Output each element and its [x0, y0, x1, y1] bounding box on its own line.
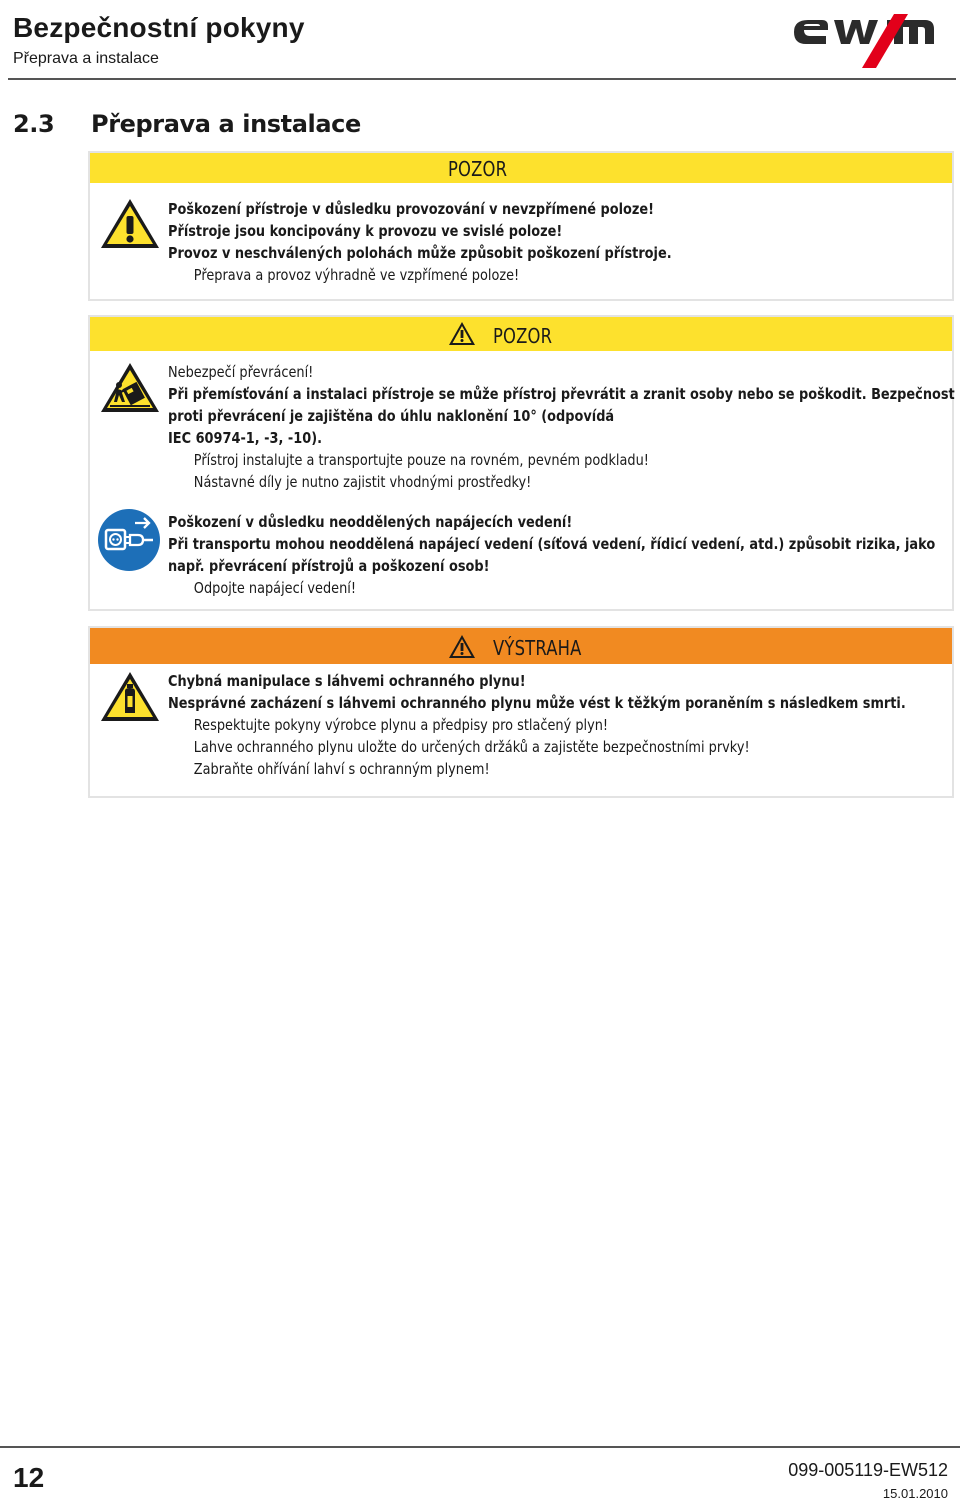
box1-line-4: Přeprava a provoz výhradně ve vzpřímené poloze! [193, 266, 520, 284]
box3-line-3: Respektujte pokyny výrobce plynu a předpisy pro stlačený plyn! [193, 716, 609, 734]
box2-line-2: Při přemísťování a instalaci přístroje se může přístroj převrátit a zranit osoby nebo se poškodit. Bezpečnost [168, 385, 955, 403]
disconnect-mains-plug-icon [97, 508, 161, 572]
page-number: 12 [13, 1462, 45, 1493]
warning-heading: VÝSTRAHA [493, 636, 582, 660]
warning-exclamation-icon [98, 196, 162, 252]
caution-heading-bar-2 [90, 317, 952, 351]
box2-sub-line-2: Při transportu mohou neoddělená napájecí vedení (síťová vedení, řídicí vedení, atd.) způsobit rizika, jako [168, 535, 936, 553]
box3-line-4: Lahve ochranného plynu uložte do určených držáků a zajistěte bezpečnostními prvky! [193, 738, 750, 756]
document-date: 15.01.2010 [882, 1486, 948, 1501]
box1-line-1: Poškození přístroje v důsledku provozování v nevzpřímené poloze! [168, 200, 655, 218]
box2-subtext [168, 511, 936, 599]
footer-divider [0, 1446, 960, 1448]
box3-line-2: Nesprávné zacházení s láhvemi ochranného plynu může vést k těžkým poraněním s následkem smrti. [168, 694, 906, 712]
section-number: 2.3 [13, 110, 55, 138]
section-title: Přeprava a instalace [91, 110, 361, 138]
box1-text [168, 198, 847, 286]
page-header-title: Bezpečnostní pokyny [13, 12, 305, 43]
warning-triangle-icon [448, 321, 476, 347]
caution-heading: POZOR [448, 157, 508, 181]
box2-sub-line-4: Odpojte napájecí vedení! [193, 579, 357, 597]
gas-cylinder-warning-icon [98, 669, 162, 725]
box2-sub-line-3: např. převrácení přístrojů a poškození osob! [168, 557, 490, 575]
caution-heading-bar [90, 153, 952, 183]
box2-line-4: IEC 60974-1, -3, -10). [168, 429, 322, 447]
box2-line-1: Nebezpečí převrácení! [168, 363, 314, 381]
tip-over-hazard-icon [98, 360, 162, 416]
box2-text [168, 361, 955, 493]
page-header-subtitle: Přeprava a instalace [13, 50, 159, 67]
box3-text [168, 670, 906, 780]
caution-heading-2: POZOR [493, 324, 553, 348]
box2-line-3: proti převrácení je zajištěna do úhlu naklonění 10° (odpovídá [168, 407, 615, 425]
box1-line-3: Provoz v neschválených polohách může způsobit poškození přístroje. [168, 244, 672, 262]
box3-line-1: Chybná manipulace s láhvemi ochranného plynu! [168, 672, 526, 690]
section-heading [13, 110, 361, 138]
warning-heading-bar [90, 628, 952, 664]
warning-triangle-icon-2 [448, 634, 476, 660]
box1-line-2: Přístroje jsou koncipovány k provozu ve svislé poloze! [168, 222, 563, 240]
box3-line-5: Zabraňte ohřívání lahví s ochranným plynem! [193, 760, 490, 778]
header-divider [8, 78, 956, 80]
box2-line-6: Nástavné díly je nutno zajistit vhodnými prostředky! [193, 473, 532, 491]
document-number: 099-005119-EW512 [788, 1460, 948, 1480]
box2-line-5: Přístroj instalujte a transportujte pouze na rovném, pevném podkladu! [193, 451, 649, 469]
ewm-logo [790, 6, 940, 70]
box2-sub-line-1: Poškození v důsledku neoddělených napájecích vedení! [168, 513, 573, 531]
